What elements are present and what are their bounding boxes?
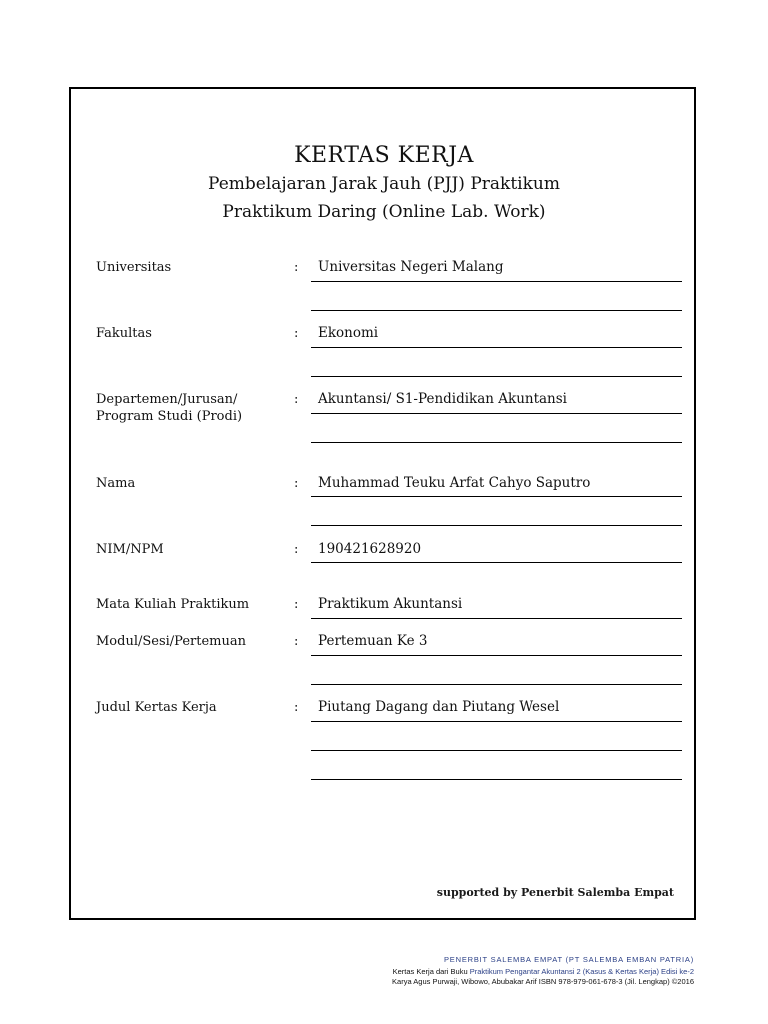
underline — [311, 496, 682, 497]
subtitle-line-1: Pembelajaran Jarak Jauh (PJJ) Praktikum — [208, 174, 560, 194]
field-value: Muhammad Teuku Arfat Cahyo Saputro — [318, 475, 591, 491]
field-value: Ekonomi — [318, 325, 379, 341]
field-label: Judul Kertas Kerja — [96, 700, 217, 715]
subtitle-line-2: Praktikum Daring (Online Lab. Work) — [222, 202, 546, 222]
field-colon: : — [294, 542, 299, 557]
field-colon: : — [294, 260, 299, 275]
footer-publisher: PENERBIT SALEMBA EMPAT (PT SALEMBA EMBAN PATRIA) — [444, 955, 694, 964]
field-colon: : — [294, 700, 299, 715]
field-label-line-2: Program Studi (Prodi) — [96, 409, 243, 424]
field-value: Pertemuan Ke 3 — [318, 633, 428, 649]
field-colon: : — [294, 326, 299, 341]
underline — [311, 376, 682, 377]
field-colon: : — [294, 476, 299, 491]
field-label: Universitas — [96, 260, 172, 275]
field-colon: : — [294, 634, 299, 649]
underline — [311, 684, 682, 685]
field-label-line-1: Departemen/Jurusan/ — [96, 392, 238, 407]
field-label: Nama — [96, 476, 136, 491]
field-value: Piutang Dagang dan Piutang Wesel — [318, 699, 560, 715]
field-colon: : — [294, 597, 299, 612]
field-value: 190421628920 — [318, 541, 422, 557]
underline — [311, 618, 682, 619]
field-label: Fakultas — [96, 326, 152, 341]
underline — [311, 347, 682, 348]
underline — [311, 442, 682, 443]
footer-authors-isbn: Karya Agus Purwaji, Wibowo, Abubakar Arif ISBN 978-979-061-678-3 (Jil. Lengkap) ©2016 — [392, 977, 694, 986]
page-title: KERTAS KERJA — [294, 143, 474, 168]
underline — [311, 310, 682, 311]
underline — [311, 281, 682, 282]
field-label — [96, 391, 286, 425]
field-label: Mata Kuliah Praktikum — [96, 597, 250, 612]
supported-by-note: supported by Penerbit Salemba Empat — [436, 886, 674, 899]
underline — [311, 779, 682, 780]
field-colon: : — [294, 392, 299, 407]
underline — [311, 750, 682, 751]
footer-book-line — [393, 967, 694, 977]
field-value: Akuntansi/ S1-Pendidikan Akuntansi — [318, 391, 567, 407]
underline — [311, 721, 682, 722]
field-label: Modul/Sesi/Pertemuan — [96, 634, 246, 649]
field-value: Universitas Negeri Malang — [318, 259, 504, 275]
underline — [311, 413, 682, 414]
field-value: Praktikum Akuntansi — [318, 596, 463, 612]
footer-book-prefix: Kertas Kerja dari Buku — [392, 967, 470, 976]
field-label: NIM/NPM — [96, 542, 164, 557]
underline — [311, 525, 682, 526]
underline — [311, 655, 682, 656]
underline — [311, 562, 682, 563]
footer-book-title: Praktikum Pengantar Akuntansi 2 (Kasus & Kertas Kerja) Edisi ke-2 — [469, 967, 694, 976]
